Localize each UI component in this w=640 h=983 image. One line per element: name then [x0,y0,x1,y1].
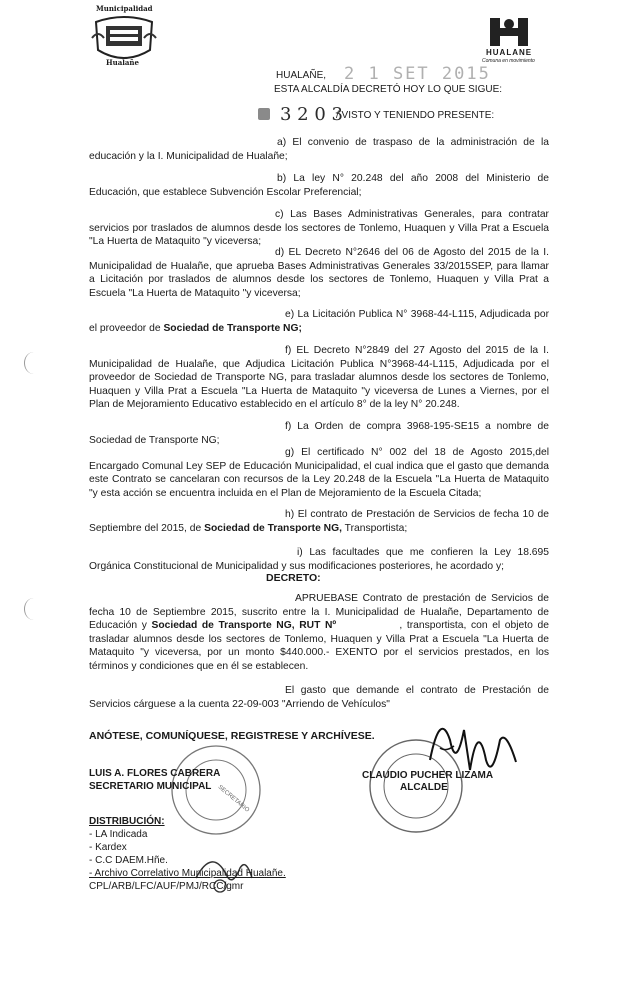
decreto-heading: DECRETO: [266,572,321,584]
municipal-logo-text-bottom: Hualañe [106,58,139,67]
considerando-d: d) EL Decreto N°2646 del 06 de Agosto del 2015 de la I. Municipalidad de Hualañe, que aprueba Bases Administrativas Generales 33/2015SEP, para llamar a Licitación por traslados de alumnos desde los sectores de Tonlemo, Huaquen y Villa Prat a Escuela "La Huerta de Mataquito "y viceversa; [89,247,549,299]
distribution-initials: CPL/ARB/LFC/AUF/PMJ/RCC/gmr [89,881,244,892]
secretary-name: LUIS A. FLORES CABRERA [89,768,221,779]
visto-line: / VISTO Y TENIENDO PRESENTE: [336,110,495,121]
city-label: HUALAÑE, [276,70,327,81]
brand-logo [488,16,534,48]
distribution-title: DISTRIBUCIÓN: [89,816,165,827]
gasto-paragraph: El gasto que demande el contrato de Prestación de Servicios cárguese a la cuenta 22-09-003 "Arriendo de Vehículos" [89,685,549,710]
date-stamp: 2 1 SET 2015 [344,64,491,84]
considerando-b: b) La ley N° 20.248 del año 2008 del Ministerio de Educación, que establece Subvención Escolar Preferencial; [89,173,549,198]
decree-stamp-icon [258,108,270,120]
distribution-item: - LA Indicada [89,829,148,840]
seal-label: SECRETARIO [216,784,250,814]
mayor-name: CLAUDIO PUCHER LIZAMA [362,770,494,781]
considerando-f2: f) La Orden de compra 3968-195-SE15 a nombre de Sociedad de Transporte NG; [89,421,549,446]
considerando-e-text: e) La Licitación Publica N° 3968-44-L115, Adjudicada por el proveedor de [89,309,549,334]
decree-intro-line: ESTA ALCALDÍA DECRETÓ HOY LO QUE SIGUE: [274,84,503,95]
apruebase-text: APRUEBASE Contrato de prestación de Servicios de fecha 10 de Septiembre 2015, suscrito entre la I. Municipalidad de Hualañe, Departamento de Educación y [89,593,549,632]
anotese-line: ANÓTESE, COMUNÍQUESE, REGISTRESE Y ARCHÍVESE. [89,730,375,742]
considerando-h [89,508,549,535]
secretary-title: SECRETARIO MUNICIPAL [89,781,212,792]
apruebase-provider: Sociedad de Transporte NG, [151,620,295,632]
considerando-h-role: Transportista; [344,522,408,534]
considerando-a: a) El convenio de traspaso de la administración de la educación y la I. Municipalidad de Hualañe; [89,137,549,162]
apruebase-paragraph [89,592,549,674]
distribution-item: - C.C DAEM.Hñe. [89,855,168,866]
considerando-i: i) Las facultades que me confieren la Ley 18.695 Orgánica Constitucional de Municipalidad y sus modificaciones posteriores, he acordado y; [89,547,549,572]
considerando-c: c) Las Bases Administrativas Generales, para contratar servicios por traslados de alumnos desde los sectores de Tonlemo, Huaquen y Villa Prat a Escuela "La Huerta de Mataquito "y viceversa; [89,209,549,248]
considerando-f1: f) EL Decreto N°2849 del 27 Agosto del 2015 de la I. Municipalidad de Hualañe, que Adjudica Licitación Publica N°3968-44-L115, Adjudicada por el proveedor de Sociedad de Transporte NG, para trasladar alumnos desde los sectores de Tonlemo, Huaquen y Villa Prat a Escuela "La Huerta de Mataquito "y viceversa de Lunes a Viernes, por el Plan de Mejoramiento Educativo establecido en el artículo 8° de la ley N° 20.248. [89,345,549,411]
municipal-logo-text-top: Municipalidad [96,4,153,13]
mayor-title: ALCALDE [400,782,448,793]
rut-redacted [341,619,395,628]
brand-tagline: Comuna en movimiento [482,58,535,64]
considerando-h-text: h) El contrato de Prestación de Servicios de fecha 10 de Septiembre del 2015, de [89,509,549,534]
considerando-g: g) El certificado N° 002 del 18 de Agosto 2015,del Encargado Comunal Ley SEP de Educación Municipalidad, el cual indica que el gasto que demanda este Contrato se cancelaran con recursos de la Ley 20.248 de la Escuela "La Huerta de Mataquito "y esta acción se encuentra incluida en el Plan de Mejoramiento de la Escuela Citada; [89,447,549,499]
distribution-item: - Archivo Correlativo Municipalidad Hualañe. [89,868,286,879]
considerando-e [89,308,549,335]
apruebase-rut-label: RUT Nº [299,620,337,632]
apruebase-text-2: , transportista, con el objeto de trasladar alumnos desde los sectores de Tonlemo, Huaquen y Villa Prat a Escuela "La Huerta de Mataquito "y viceversa, por un monto $440.000.- EXENTO por el servicios prestados, en los términos y condiciones que en él se establecen. [89,620,549,672]
hualane-brand-icon [488,16,534,48]
punch-hole-top [24,352,43,374]
decree-number: 3 2 0 3 [280,104,343,125]
brand-name: HUALANE [486,48,533,57]
distribution-item: - Kardex [89,842,127,853]
punch-hole-bottom [24,598,43,620]
considerando-e-provider: Sociedad de Transporte NG; [163,322,302,334]
considerando-h-provider: Sociedad de Transporte NG, [204,522,342,534]
